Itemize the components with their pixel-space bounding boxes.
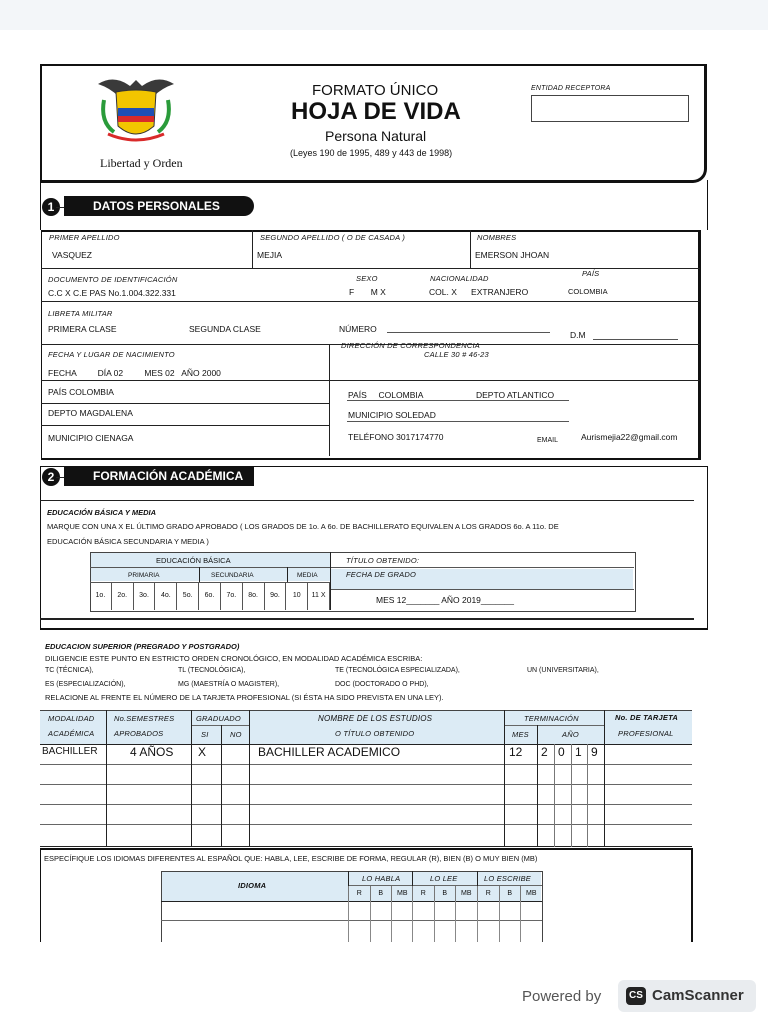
superior-title: EDUCACION SUPERIOR (PREGRADO Y POSTGRADO) — [45, 642, 240, 651]
grade-cell[interactable]: 11 X — [308, 582, 330, 610]
relacione-text: RELACIONE AL FRENTE EL NÚMERO DE LA TARJETA PROFESIONAL (SI ÉSTA HA SIDO PREVISTA EN UNA LEY). — [45, 693, 444, 702]
rating-column-line — [477, 901, 478, 942]
rating-column-line — [499, 901, 500, 942]
grade-cell[interactable]: 10 — [286, 582, 308, 610]
rating-cell[interactable]: B — [434, 886, 456, 901]
scanned-document — [0, 30, 768, 942]
row-anio-1[interactable]: 2 — [541, 745, 548, 759]
fecha-nacimiento-label: FECHA Y LUGAR DE NACIMIENTO — [48, 350, 175, 359]
th-semestres-1: No.SEMESTRES — [114, 714, 175, 723]
segunda-clase[interactable]: SEGUNDA CLASE — [189, 324, 261, 334]
dm-label: D.M — [570, 330, 586, 340]
th-anio: AÑO — [562, 730, 579, 739]
section2-title: FORMACIÓN ACADÉMICA — [64, 466, 254, 486]
direccion-label: DIRECCIÓN DE CORRESPONDENCIA — [341, 341, 480, 350]
section2-number: 2 — [42, 468, 60, 486]
pais-label: PAÍS — [582, 269, 600, 278]
depto-nacimiento[interactable]: DEPTO MAGDALENA — [48, 408, 133, 418]
secundaria-header: SECUNDARIA — [211, 572, 254, 579]
rating-column-line — [348, 901, 349, 942]
row-semestres[interactable]: 4 AÑOS — [130, 745, 174, 759]
row-modalidad[interactable]: BACHILLER — [42, 746, 98, 757]
rating-cell[interactable]: R — [412, 886, 434, 901]
fecha-grado-value[interactable]: MES 12_______ AÑO 2019_______ — [376, 595, 515, 605]
rating-column-line — [520, 901, 521, 942]
th-mes: MES — [512, 730, 529, 739]
rating-column-line — [370, 901, 371, 942]
pais-value[interactable]: COLOMBIA — [568, 287, 608, 296]
grade-cell[interactable]: 6o. — [199, 582, 221, 610]
row-anio-4[interactable]: 9 — [591, 745, 598, 759]
municipio-correspondencia[interactable]: MUNICIPIO SOLEDAD — [348, 410, 436, 420]
idioma-header: IDIOMA — [238, 881, 267, 890]
primer-apellido-value[interactable]: VASQUEZ — [52, 250, 92, 260]
rating-cell[interactable]: R — [348, 886, 370, 901]
rating-column-line — [455, 901, 456, 942]
primera-clase[interactable]: PRIMERA CLASE — [48, 324, 117, 334]
grade-cell[interactable]: 7o. — [221, 582, 243, 610]
grade-cell[interactable]: 1o. — [90, 582, 112, 610]
idiomas-instructions: ESPECÍFIQUE LOS IDIOMAS DIFERENTES AL ESPAÑOL QUE: HABLA, LEE, ESCRIBE DE FORMA, REGULAR (R), BIEN (B) O MUY BIEN (MB) — [44, 854, 538, 863]
nombres-value[interactable]: EMERSON JHOAN — [475, 250, 550, 260]
educacion-basica-header: EDUCACIÓN BÁSICA — [156, 556, 231, 565]
entidad-receptora-label: ENTIDAD RECEPTORA — [531, 85, 611, 92]
telefono-value[interactable]: TELÉFONO 3017174770 — [348, 432, 444, 442]
basica-instructions-2: EDUCACIÓN BÁSICA SECUNDARIA Y MEDIA ) — [47, 537, 209, 546]
code-mg: MG (MAESTRÍA O MAGISTER), — [178, 681, 280, 688]
lo-habla-header: LO HABLA — [362, 874, 401, 883]
depto-correspondencia[interactable]: DEPTO ATLANTICO — [476, 390, 555, 400]
th-graduado: GRADUADO — [196, 714, 241, 723]
superior-instructions: DILIGENCIE ESTE PUNTO EN ESTRICTO ORDEN CRONOLÓGICO, EN MODALIDAD ACADÉMICA ESCRIBA: — [45, 654, 423, 663]
coat-of-arms-emblem — [94, 72, 178, 152]
rating-cell[interactable]: MB — [391, 886, 413, 901]
th-si: SI — [201, 730, 209, 739]
libreta-label: LIBRETA MILITAR — [48, 309, 113, 318]
grade-cell[interactable]: 4o. — [155, 582, 177, 610]
section1-number: 1 — [42, 198, 60, 216]
grade-cell[interactable]: 8o. — [243, 582, 265, 610]
camscanner-footer — [0, 942, 768, 1024]
nacionalidad-value[interactable]: COL. X EXTRANJERO — [429, 287, 529, 297]
nacionalidad-label: NACIONALIDAD — [430, 274, 489, 283]
th-terminacion: TERMINACIÓN — [524, 714, 579, 723]
rating-column-line — [412, 901, 413, 942]
documento-value[interactable]: C.C X C.E PAS No.1.004.322.331 — [48, 288, 176, 298]
section1-title: DATOS PERSONALES — [64, 196, 254, 216]
pais-nacimiento[interactable]: PAÍS COLOMBIA — [48, 387, 114, 397]
direccion-value[interactable]: CALLE 30 # 46-23 — [424, 350, 489, 359]
format-label: FORMATO ÚNICO — [312, 82, 439, 99]
code-doc: DOC (DOCTORADO O PHD), — [335, 681, 429, 688]
document-subtitle: Persona Natural — [325, 128, 427, 144]
segundo-apellido-value[interactable]: MEJIA — [257, 250, 283, 260]
numero-label: NÚMERO — [339, 324, 377, 334]
row-anio-2[interactable]: 0 — [558, 745, 565, 759]
nombres-label: NOMBRES — [477, 233, 517, 242]
row-mes[interactable]: 12 — [509, 745, 523, 759]
th-nombre-1: NOMBRE DE LOS ESTUDIOS — [318, 714, 433, 723]
motto-text: Libertad y Orden — [100, 156, 183, 170]
fecha-grado-label: FECHA DE GRADO — [346, 570, 417, 579]
rating-column-line — [391, 901, 392, 942]
entidad-receptora-field[interactable] — [531, 95, 689, 122]
code-te: TE (TECNOLÓGICA ESPECIALIZADA), — [335, 667, 460, 674]
primaria-header: PRIMARIA — [128, 572, 160, 579]
th-no: NO — [230, 730, 242, 739]
th-tarjeta-1: No. DE TARJETA — [615, 713, 678, 722]
th-semestres-2: APROBADOS — [114, 729, 164, 738]
code-es: ES (ESPECIALIZACIÓN), — [45, 681, 126, 688]
code-un: UN (UNIVERSITARIA), — [527, 667, 599, 674]
rating-cell[interactable]: MB — [455, 886, 477, 901]
email-value[interactable]: Aurismejia22@gmail.com — [581, 432, 678, 442]
fecha-nacimiento-value[interactable]: FECHA DÍA 02 MES 02 AÑO 2000 — [48, 368, 221, 378]
basica-title: EDUCACIÓN BÁSICA Y MEDIA — [47, 508, 157, 517]
municipio-nacimiento[interactable]: MUNICIPIO CIENAGA — [48, 433, 134, 443]
row-anio-3[interactable]: 1 — [575, 745, 582, 759]
th-tarjeta-2: PROFESIONAL — [618, 729, 674, 738]
powered-by-text: Powered by — [522, 988, 602, 1005]
rating-column-line — [434, 901, 435, 942]
titulo-obtenido-label: TÍTULO OBTENIDO: — [346, 556, 420, 565]
grade-cell[interactable]: 3o. — [134, 582, 156, 610]
grade-cell[interactable]: 5o. — [177, 582, 199, 610]
row-graduado-si[interactable]: X — [198, 745, 207, 759]
camscanner-badge[interactable] — [618, 980, 756, 1012]
row-nombre[interactable]: BACHILLER ACADEMICO — [258, 745, 401, 759]
grade-cell[interactable]: 9o. — [265, 582, 287, 610]
code-tl: TL (TECNOLÓGICA), — [178, 667, 246, 674]
sexo-label: SEXO — [356, 274, 378, 283]
lo-escribe-header: LO ESCRIBE — [484, 874, 532, 883]
rating-cell[interactable]: R — [477, 886, 499, 901]
th-modalidad-1: MODALIDAD — [48, 714, 95, 723]
sexo-value[interactable]: F M X — [349, 287, 386, 297]
grade-cells — [90, 582, 330, 610]
media-header: MEDIA — [297, 572, 318, 579]
rating-cell[interactable]: B — [499, 886, 521, 901]
th-nombre-2: O TÍTULO OBTENIDO — [335, 729, 415, 738]
basica-instructions-1: MARQUE CON UNA X EL ÚLTIMO GRADO APROBADO ( LOS GRADOS DE 1o. A 6o. DE BACHILLERATO EQUIVALEN A LOS GRADOS 6o. A 11o. DE — [47, 522, 559, 531]
th-modalidad-2: ACADÉMICA — [48, 729, 95, 738]
email-label: EMAIL — [537, 437, 559, 444]
documento-label: DOCUMENTO DE IDENTIFICACIÓN — [48, 275, 178, 284]
laws-text: (Leyes 190 de 1995, 489 y 443 de 1998) — [290, 148, 453, 158]
primer-apellido-label: PRIMER APELLIDO — [49, 233, 120, 242]
rating-cell[interactable]: B — [370, 886, 392, 901]
segundo-apellido-label: SEGUNDO APELLIDO ( O DE CASADA ) — [260, 233, 406, 242]
rating-cell[interactable]: MB — [520, 886, 542, 901]
document-title: HOJA DE VIDA — [291, 98, 461, 125]
camscanner-logo-icon: CS — [626, 987, 646, 1005]
grade-cell[interactable]: 2o. — [112, 582, 134, 610]
pais-correspondencia[interactable]: PAÍS COLOMBIA — [348, 390, 424, 400]
camscanner-brand: CamScanner — [652, 987, 744, 1004]
code-tc: TC (TÉCNICA), — [45, 667, 94, 674]
lo-lee-header: LO LEE — [430, 874, 458, 883]
